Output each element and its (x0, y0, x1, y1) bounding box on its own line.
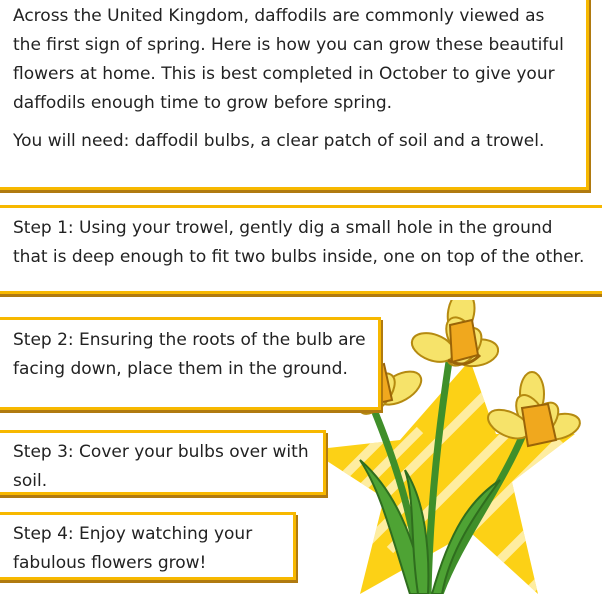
step-3-text: Step 3: Cover your bulbs over with soil. (13, 442, 309, 491)
intro-box (0, 0, 589, 190)
step-4-text: Step 4: Enjoy watching your fabulous flowers grow! (13, 524, 253, 573)
step-4-box (0, 512, 296, 580)
daffodil-top-icon (408, 300, 500, 372)
intro-paragraph: Across the United Kingdom, daffodils are commonly viewed as the first sign of spring. Here is how you can grow these beautiful flowers at home. This is best completed in October to give your daffodils enough time to grow before spring. (13, 6, 564, 113)
step-1-box (0, 205, 602, 294)
step-3-box (0, 430, 326, 495)
materials-paragraph: You will need: daffodil bulbs, a clear patch of soil and a trowel. (13, 131, 545, 151)
step-2-box (0, 317, 381, 410)
step-1-text: Step 1: Using your trowel, gently dig a small hole in the ground that is deep enough to fit two bulbs inside, one on top of the other. (13, 218, 585, 267)
step-2-text: Step 2: Ensuring the roots of the bulb are facing down, place them in the ground. (13, 330, 366, 379)
